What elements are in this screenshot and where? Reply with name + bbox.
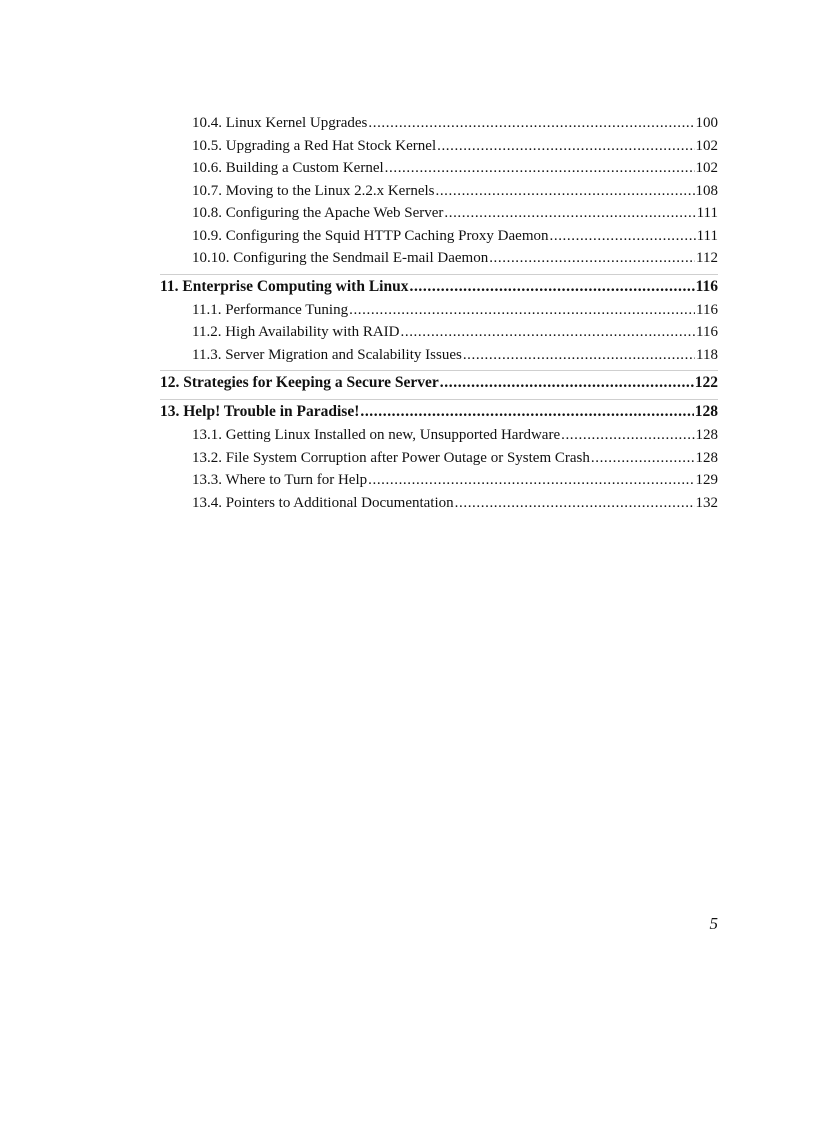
toc-entry-title: 13. Help! Trouble in Paradise! — [160, 403, 360, 420]
dot-leader — [368, 115, 694, 132]
toc-entry-page: 116 — [695, 277, 718, 295]
dot-leader — [368, 472, 694, 489]
toc-entry-page: 129 — [695, 472, 718, 488]
table-of-contents — [160, 115, 718, 517]
toc-section-entry[interactable] — [160, 450, 718, 473]
toc-entry-page: 122 — [694, 374, 718, 391]
toc-entry-title: 13.1. Getting Linux Installed on new, Unsupported Hardware — [192, 427, 561, 443]
toc-entry-title: 13.2. File System Corruption after Power Outage or System Crash — [192, 449, 590, 466]
toc-entry-page: 128 — [695, 449, 718, 466]
dot-leader — [444, 205, 695, 222]
toc-entry-page: 111 — [696, 205, 718, 221]
toc-entry-page: 132 — [695, 494, 718, 511]
dot-leader — [463, 347, 695, 364]
toc-entry-title: 11. Enterprise Computing with Linux — [160, 277, 409, 295]
toc-section-entry[interactable] — [160, 228, 718, 251]
toc-entry-title: 13.4. Pointers to Additional Documentation — [192, 494, 454, 511]
toc-section-entry[interactable] — [160, 250, 718, 273]
toc-chapter-entry[interactable] — [160, 370, 718, 398]
toc-entry-page: 112 — [696, 250, 718, 266]
toc-section-entry[interactable] — [160, 302, 718, 325]
toc-entry-page: 128 — [694, 403, 718, 420]
toc-section-entry[interactable] — [160, 495, 718, 518]
toc-entry-page: 100 — [695, 115, 718, 131]
toc-entry-title: 11.1. Performance Tuning — [192, 301, 349, 318]
toc-section-entry[interactable] — [160, 347, 718, 370]
toc-section-entry[interactable] — [160, 472, 718, 495]
toc-entry-page: 116 — [696, 324, 718, 340]
dot-leader — [440, 374, 694, 392]
toc-entry-title: 10.10. Configuring the Sendmail E-mail Daemon — [192, 250, 489, 266]
dot-leader — [401, 324, 696, 341]
toc-entry-title: 13.3. Where to Turn for Help — [192, 472, 368, 488]
dot-leader — [489, 250, 695, 267]
toc-entry-page: 128 — [695, 427, 718, 443]
dot-leader — [561, 427, 694, 444]
toc-entry-title: 11.3. Server Migration and Scalability Issues — [192, 346, 462, 363]
toc-entry-title: 10.8. Configuring the Apache Web Server — [192, 205, 444, 221]
dot-leader — [385, 160, 695, 177]
dot-leader — [455, 495, 695, 512]
toc-section-entry[interactable] — [160, 324, 718, 347]
toc-chapter-entry[interactable] — [160, 274, 718, 302]
toc-section-entry[interactable] — [160, 115, 718, 138]
dot-leader — [550, 228, 696, 245]
toc-entry-title: 10.6. Building a Custom Kernel — [192, 160, 384, 176]
toc-entry-title: 11.2. High Availability with RAID — [192, 324, 400, 340]
toc-entry-title: 10.4. Linux Kernel Upgrades — [192, 115, 368, 131]
toc-entry-page: 108 — [695, 182, 718, 199]
dot-leader — [591, 450, 695, 467]
toc-entry-page: 116 — [696, 301, 718, 318]
toc-entry-title: 10.5. Upgrading a Red Hat Stock Kernel — [192, 137, 437, 154]
page-number: 5 — [709, 914, 718, 933]
toc-entry-title: 10.9. Configuring the Squid HTTP Caching Proxy Daemon — [192, 227, 549, 244]
toc-section-entry[interactable] — [160, 427, 718, 450]
dot-leader — [349, 302, 695, 319]
toc-section-entry[interactable] — [160, 183, 718, 206]
toc-section-entry[interactable] — [160, 138, 718, 161]
dot-leader — [409, 278, 694, 296]
toc-entry-title: 10.7. Moving to the Linux 2.2.x Kernels — [192, 182, 435, 199]
toc-chapter-entry[interactable] — [160, 399, 718, 427]
toc-section-entry[interactable] — [160, 160, 718, 183]
toc-entry-page: 111 — [696, 227, 718, 244]
dot-leader — [437, 138, 694, 155]
dot-leader — [435, 183, 694, 200]
toc-entry-page: 102 — [695, 160, 718, 176]
dot-leader — [360, 403, 693, 421]
toc-section-entry[interactable] — [160, 205, 718, 228]
toc-entry-page: 102 — [695, 137, 718, 154]
toc-entry-title: 12. Strategies for Keeping a Secure Server — [160, 374, 439, 391]
toc-entry-page: 118 — [696, 346, 718, 363]
